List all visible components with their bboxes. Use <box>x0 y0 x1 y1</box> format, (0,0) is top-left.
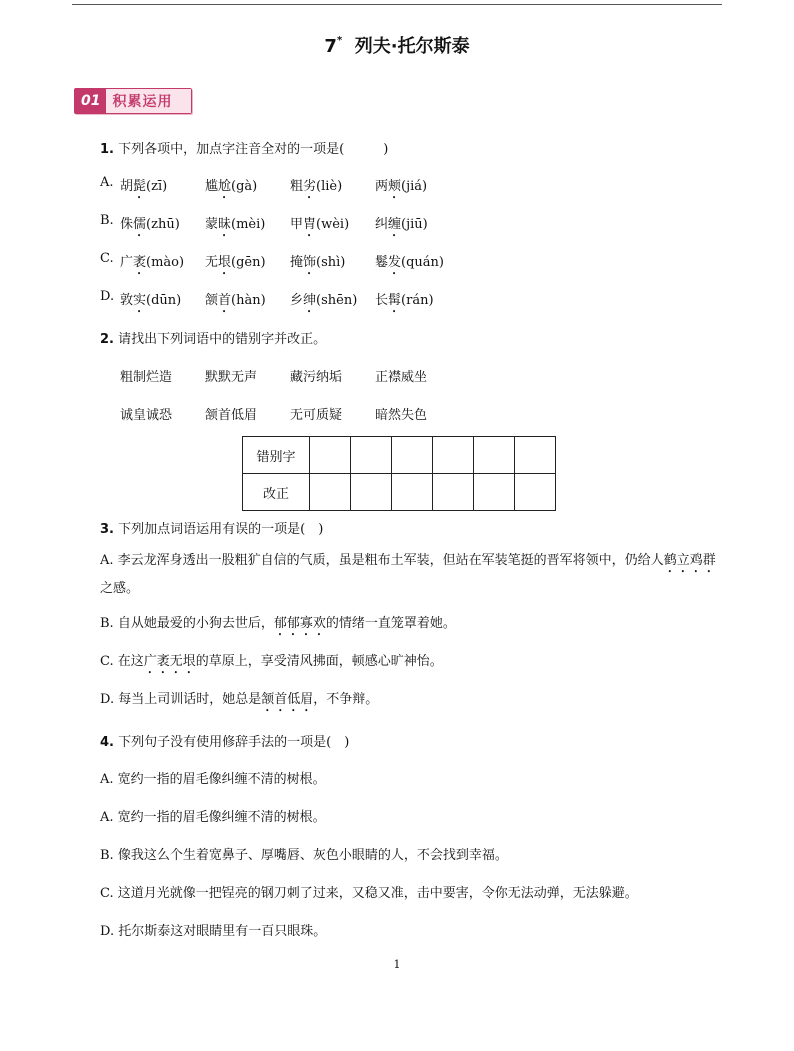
answer-cell[interactable] <box>474 437 515 474</box>
q2-word: 粗制烂造 <box>120 370 173 385</box>
q1-word: 胡髭(zī) <box>120 179 168 194</box>
q1-word: 蒙昧(mèi) <box>205 217 266 232</box>
q1-word: 掩饰(shì) <box>290 255 346 270</box>
section-number: 01 <box>75 89 106 113</box>
q3-option-c: C. 在这广袤无垠的草原上，享受清风拂面，顿感心旷神怡。 <box>100 654 443 669</box>
q1-word: 粗劣(liè) <box>290 179 343 194</box>
q1-option-label: A. <box>100 175 114 190</box>
q2-word: 诚皇诚恐 <box>120 408 173 423</box>
q4-option-a-duplicate: A. 宽约一指的眉毛像纠缠不清的树根。 <box>100 772 326 787</box>
q1-option-label: B. <box>100 213 114 228</box>
table-header-correct: 改正 <box>243 474 310 511</box>
q4-option-c: C. 这道月光就像一把锃亮的钢刀刺了过来，又稳又准，击中要害，令你无法动弹，无法躲避。 <box>100 886 638 901</box>
q3-stem: 3. 下列加点词语运用有误的一项是( ) <box>100 522 324 537</box>
q3-option-d: D. 每当上司训话时，她总是颔首低眉，不争辩。 <box>100 692 379 707</box>
q1-word: 侏儒(zhū) <box>120 217 180 232</box>
q2-stem: 2. 请找出下列词语中的错别字并改正。 <box>100 332 327 347</box>
q4-option-b: B. 像我这么个生着宽鼻子、厚嘴唇、灰色小眼睛的人，不会找到幸福。 <box>100 848 508 863</box>
answer-cell[interactable] <box>351 437 392 474</box>
q1-word: 广袤(mào) <box>120 255 185 270</box>
section-label: 积累运用 <box>106 89 191 113</box>
answer-cell[interactable] <box>310 437 351 474</box>
answer-cell[interactable] <box>351 474 392 511</box>
q1-word: 无垠(gēn) <box>205 255 266 270</box>
table-row <box>243 474 556 511</box>
q2-word: 默默无声 <box>205 370 258 385</box>
q1-word: 敦实(dūn) <box>120 293 182 308</box>
q1-word: 尴尬(gà) <box>205 179 258 194</box>
top-rule <box>72 4 722 5</box>
q1-option-label: C. <box>100 251 114 266</box>
q4-option-d: D. 托尔斯泰这对眼睛里有一百只眼珠。 <box>100 924 327 939</box>
q1-word: 纠缠(jiū) <box>375 217 428 232</box>
answer-cell[interactable] <box>310 474 351 511</box>
section-badge <box>74 88 192 114</box>
correction-table <box>242 436 556 511</box>
q4-stem: 4. 下列句子没有使用修辞手法的一项是( ) <box>100 735 350 750</box>
q3-option-a: A. 李云龙浑身透出一股粗犷自信的气质，虽是粗布土军装，但站在军装笔挺的晋军将领中，仍给人鹤立鸡群之感。 <box>100 553 716 596</box>
page-title: 7* 列夫·托尔斯泰 <box>324 35 470 57</box>
q1-word: 乡绅(shēn) <box>290 293 358 308</box>
answer-cell[interactable] <box>392 437 433 474</box>
answer-cell[interactable] <box>433 474 474 511</box>
q2-word: 暗然失色 <box>375 408 428 423</box>
page-number: 1 <box>393 958 401 971</box>
q2-word: 正襟威坐 <box>375 370 428 385</box>
q1-stem: 1. 下列各项中，加点字注音全对的一项是( ) <box>100 142 389 157</box>
q1-word: 长髯(rán) <box>375 293 434 308</box>
q4-option-a: A. 宽约一指的眉毛像纠缠不清的树根。 <box>100 810 326 825</box>
q2-word: 颔首低眉 <box>205 408 258 423</box>
q1-word: 鬈发(quán) <box>375 255 444 270</box>
table-header-wrong: 错别字 <box>243 437 310 474</box>
answer-cell[interactable] <box>515 437 556 474</box>
q1-word: 甲胄(wèi) <box>290 217 350 232</box>
q1-word: 颔首(hàn) <box>205 293 266 308</box>
q1-option-label: D. <box>100 289 115 304</box>
table-row <box>243 437 556 474</box>
q1-word: 两颊(jiá) <box>375 179 428 194</box>
answer-cell[interactable] <box>433 437 474 474</box>
answer-cell[interactable] <box>515 474 556 511</box>
q3-option-b: B. 自从她最爱的小狗去世后，郁郁寡欢的情绪一直笼罩着她。 <box>100 616 456 631</box>
q2-word: 藏污纳垢 <box>290 370 343 385</box>
answer-cell[interactable] <box>474 474 515 511</box>
q2-word: 无可质疑 <box>290 408 343 423</box>
answer-cell[interactable] <box>392 474 433 511</box>
